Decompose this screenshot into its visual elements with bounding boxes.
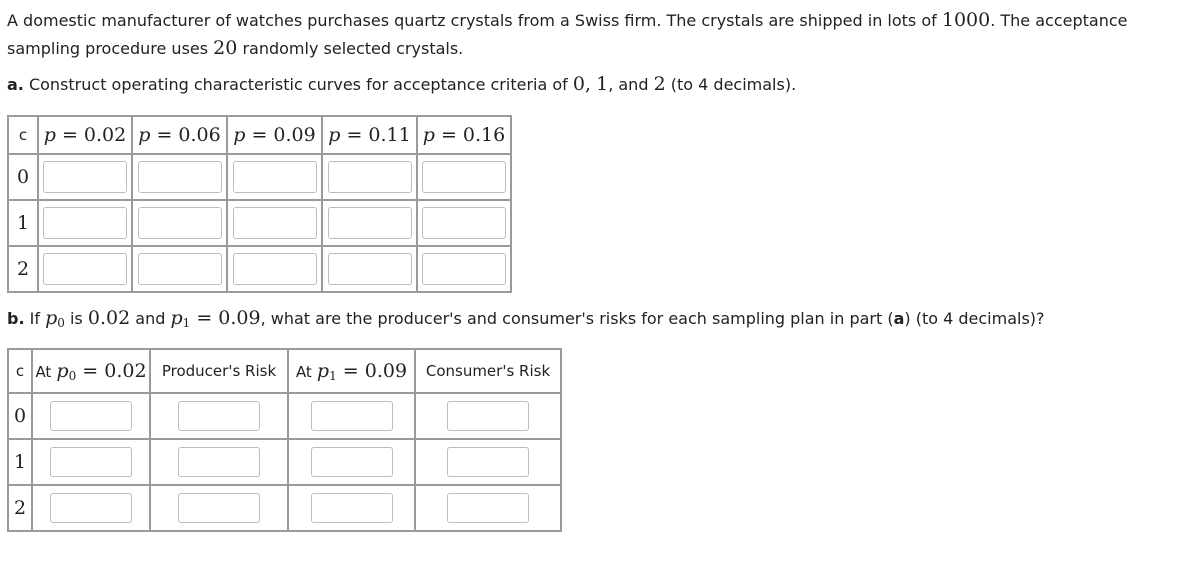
answer-input[interactable] (178, 401, 260, 431)
criteria-c2: 2 (653, 73, 666, 95)
part-a-label: a. (7, 75, 24, 94)
answer-input[interactable] (233, 253, 317, 285)
answer-input[interactable] (447, 493, 529, 523)
answer-input[interactable] (138, 253, 222, 285)
c-column-header: c (8, 349, 32, 393)
consumers-risk-header: Consumer's Risk (415, 349, 561, 393)
p-column-header: p = 0.16 (417, 116, 511, 154)
part-b-text-5: ) (to 4 decimals)? (904, 309, 1045, 328)
risk-table-header-row (8, 349, 561, 393)
answer-input[interactable] (43, 207, 127, 239)
criteria-c1: 1 (596, 73, 609, 95)
table-row (8, 485, 561, 531)
part-b-label: b. (7, 309, 25, 328)
part-b-text-3: and (135, 309, 166, 328)
p-column-header: p = 0.06 (132, 116, 227, 154)
answer-input[interactable] (50, 401, 132, 431)
answer-input[interactable] (178, 447, 260, 477)
p0-value: 0.02 (87, 307, 131, 329)
part-a-question (7, 74, 796, 95)
comma: , (584, 73, 592, 95)
table-row (8, 439, 561, 485)
sample-size-value: 20 (213, 37, 238, 59)
answer-input[interactable] (43, 253, 127, 285)
oc-curve-table (7, 115, 512, 293)
p1-column-header: At $p_1 = 0.09$ (288, 349, 415, 393)
answer-input[interactable] (43, 161, 127, 193)
table-row (8, 393, 561, 439)
answer-input[interactable] (422, 207, 506, 239)
p1-value: 0.09 (218, 307, 261, 329)
row-label-c: 1 (8, 439, 32, 485)
p1-symbol: $p_1$ (170, 307, 191, 330)
lot-size-value: 1000 (941, 9, 991, 31)
answer-input[interactable] (328, 253, 412, 285)
p-column-header: p = 0.11 (322, 116, 417, 154)
answer-input[interactable] (233, 161, 317, 193)
problem-intro-text-4: randomly selected crystals. (242, 39, 464, 58)
oc-table-header-row (8, 116, 511, 154)
c-column-header: c (8, 116, 38, 154)
producers-risk-header: Producer's Risk (150, 349, 288, 393)
row-label-c: 2 (8, 485, 32, 531)
answer-input[interactable] (422, 161, 506, 193)
part-b-question (7, 308, 1045, 333)
answer-input[interactable] (178, 493, 260, 523)
answer-input[interactable] (50, 493, 132, 523)
p0-symbol: $p_0$ (45, 307, 65, 330)
criteria-c0: 0 (572, 73, 585, 95)
answer-input[interactable] (311, 493, 393, 523)
part-b-text-1: If (29, 309, 40, 328)
equals-sign: = (190, 307, 219, 329)
problem-intro-text-3: sampling procedure uses (7, 39, 209, 58)
answer-input[interactable] (138, 207, 222, 239)
answer-input[interactable] (447, 447, 529, 477)
answer-input[interactable] (328, 207, 412, 239)
part-a-text: Construct operating characteristic curves for acceptance criteria of (28, 75, 568, 94)
problem-line-2 (7, 38, 463, 59)
part-b-text-4: , what are the producer's and consumer's risks for each sampling plan in part ( (260, 309, 894, 328)
answer-input[interactable] (328, 161, 412, 193)
row-label-c: 0 (8, 393, 32, 439)
row-label-c: 0 (8, 154, 38, 200)
answer-input[interactable] (311, 447, 393, 477)
risk-table (7, 348, 562, 532)
problem-intro-text-2: . The acceptance (990, 11, 1128, 30)
answer-input[interactable] (233, 207, 317, 239)
table-row (8, 246, 511, 292)
and-text: , and (608, 75, 649, 94)
answer-input[interactable] (311, 401, 393, 431)
answer-input[interactable] (50, 447, 132, 477)
row-label-c: 1 (8, 200, 38, 246)
part-a-text-after: (to 4 decimals). (670, 75, 797, 94)
part-ref: a (893, 309, 905, 328)
answer-input[interactable] (422, 253, 506, 285)
p0-column-header: At $p_0 = 0.02$ (32, 349, 150, 393)
p-column-header: p = 0.02 (38, 116, 132, 154)
problem-intro-text: A domestic manufacturer of watches purchases quartz crystals from a Swiss firm. The crystals are shipped in lots of (7, 11, 937, 30)
row-label-c: 2 (8, 246, 38, 292)
part-b-text-2: is (69, 309, 83, 328)
answer-input[interactable] (138, 161, 222, 193)
table-row (8, 200, 511, 246)
table-row (8, 154, 511, 200)
problem-line-1 (7, 10, 1128, 31)
answer-input[interactable] (447, 401, 529, 431)
p-column-header: p = 0.09 (227, 116, 322, 154)
